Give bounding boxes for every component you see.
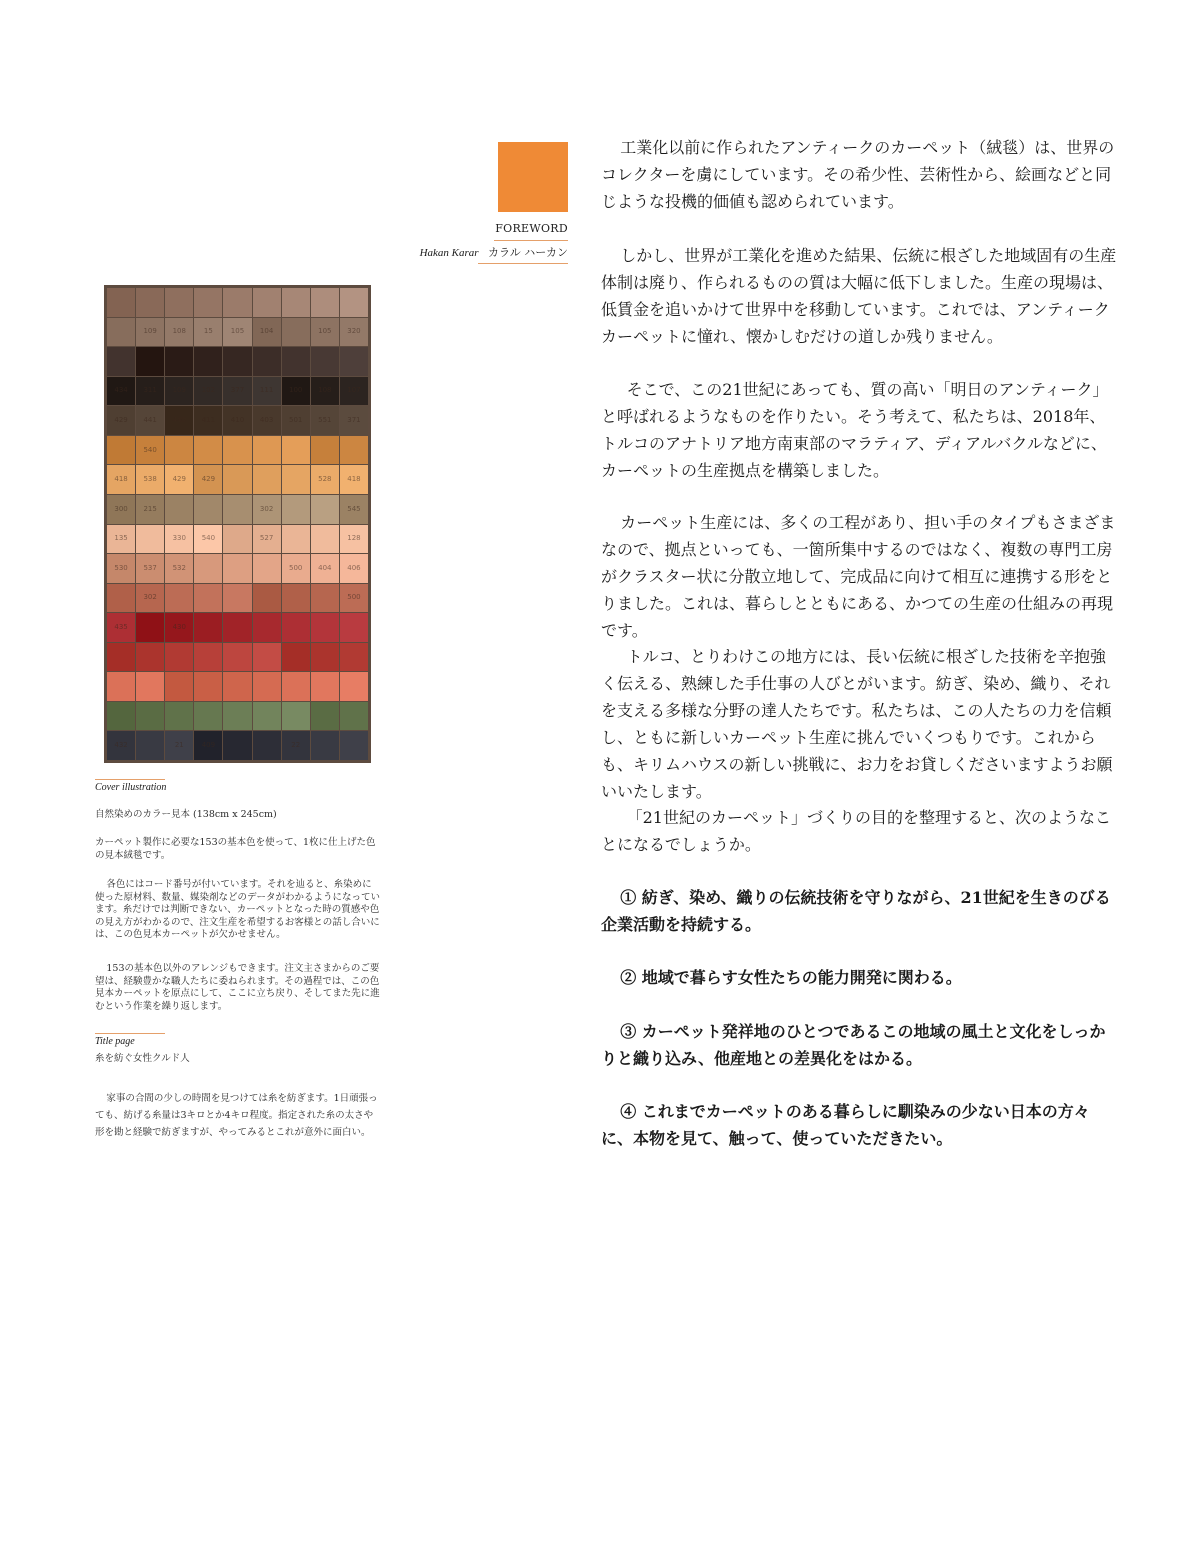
carpet-swatch: 429: [107, 406, 135, 435]
carpet-swatch: 537: [136, 554, 164, 583]
carpet-swatch: [253, 731, 281, 760]
carpet-swatch: 108: [165, 318, 193, 347]
carpet-swatch: 105: [311, 318, 339, 347]
carpet-swatch: [107, 643, 135, 672]
carpet-swatch: [223, 702, 251, 731]
carpet-swatch: [282, 643, 310, 672]
carpet-swatch: [311, 613, 339, 642]
carpet-swatch: [223, 465, 251, 494]
carpet-swatch: [340, 288, 368, 317]
carpet-swatch: [223, 436, 251, 465]
carpet-swatch: [311, 702, 339, 731]
carpet-swatch: 21: [165, 731, 193, 760]
carpet-swatch: [311, 731, 339, 760]
carpet-swatch: [107, 672, 135, 701]
carpet-swatch: 532: [165, 554, 193, 583]
color-sample-carpet-image: [104, 285, 371, 763]
carpet-swatch: [136, 731, 164, 760]
carpet-swatch: [165, 584, 193, 613]
carpet-swatch: 330: [165, 525, 193, 554]
carpet-swatch: 128: [340, 525, 368, 554]
cover-caption-subtitle: 自然染めのカラー見本 (138cm x 245cm): [95, 809, 277, 820]
carpet-swatch: 371: [340, 406, 368, 435]
carpet-swatch: [253, 584, 281, 613]
carpet-swatch: [253, 702, 281, 731]
carpet-swatch: 551: [311, 406, 339, 435]
author-byline: [420, 244, 568, 260]
carpet-swatch: [282, 525, 310, 554]
carpet-swatch: [194, 495, 222, 524]
carpet-swatch: [311, 643, 339, 672]
carpet-swatch: 500: [282, 554, 310, 583]
carpet-swatch: [194, 554, 222, 583]
carpet-swatch: [165, 495, 193, 524]
carpet-swatch: [311, 525, 339, 554]
carpet-swatch: 528: [311, 465, 339, 494]
carpet-swatch: 377: [223, 377, 251, 406]
carpet-swatch: [107, 318, 135, 347]
carpet-swatch: [136, 702, 164, 731]
author-name-en: Hakan Karar: [419, 247, 479, 259]
carpet-swatch: 108: [311, 377, 339, 406]
carpet-swatch: 100: [282, 377, 310, 406]
title-page-caption-paragraph: 家事の合間の少しの時間を見つけては糸を紡ぎます。1日頑張っても、紡げる糸量は3キロとか4キロ程度。指定された糸の太さや形を勘と経験で紡ぎますが、やってみるとこれが意外に面白い。: [95, 1093, 378, 1138]
carpet-swatch: 215: [136, 495, 164, 524]
carpet-swatch: 109: [136, 318, 164, 347]
carpet-swatch: [194, 643, 222, 672]
goal-item-2: ② 地域で暮らす女性たちの能力開発に関わる。: [620, 968, 962, 987]
carpet-swatch: [194, 672, 222, 701]
carpet-swatch: [165, 347, 193, 376]
carpet-swatch: 540: [194, 525, 222, 554]
carpet-swatch: [282, 672, 310, 701]
carpet-swatch: [136, 525, 164, 554]
carpet-swatch: 135: [107, 525, 135, 554]
carpet-swatch: [107, 436, 135, 465]
carpet-swatch: [223, 495, 251, 524]
body-paragraph-3: そこで、この21世紀にあっても、質の高い「明日のアンティーク」と呼ばれるようなものを作りたい。そう考えて、私たちは、2018年、トルコのアナトリア地方南東部のマラティア、ディアルバクルなどに、カーペットの生産拠点を構築しました。: [601, 380, 1109, 480]
carpet-swatch: [165, 643, 193, 672]
title-page-caption-rule: [95, 1033, 165, 1034]
carpet-swatch: 429: [165, 465, 193, 494]
carpet-swatch: 435: [107, 613, 135, 642]
section-rule: [494, 240, 568, 241]
carpet-swatch: 302: [136, 584, 164, 613]
body-paragraph-1: 工業化以前に作られたアンティークのカーペット（絨毯）は、世界のコレクターを虜にしています。その希少性、芸術性から、絵画などと同じような投機的価値も認められています。: [601, 138, 1115, 211]
carpet-swatch: 527: [253, 525, 281, 554]
carpet-swatch: [253, 643, 281, 672]
carpet-swatch: [253, 613, 281, 642]
carpet-swatch: 501: [282, 406, 310, 435]
carpet-swatch: [282, 702, 310, 731]
carpet-swatch: [311, 495, 339, 524]
carpet-swatch: [136, 672, 164, 701]
carpet-swatch: 311: [136, 377, 164, 406]
carpet-swatch: 107: [340, 377, 368, 406]
carpet-swatch: [340, 613, 368, 642]
carpet-swatch: [165, 288, 193, 317]
carpet-swatch: [194, 347, 222, 376]
carpet-swatch: [223, 554, 251, 583]
carpet-swatch: 418: [340, 465, 368, 494]
body-paragraph-5: トルコ、とりわけこの地方には、長い伝統に根ざした技術を辛抱強く伝える、熟練した手仕事の人びとがいます。紡ぎ、染め、織り、それを支える多様な分野の達人たちです。私たちは、この人たちの力を信頼し、ともに新しいカーペット生産に挑んでいくつもりです。これからも、キリムハウスの新しい挑戦に、お力をお貸しくださいますようお願いいたします。: [601, 647, 1113, 801]
carpet-swatch: [282, 436, 310, 465]
goal-item-1: ① 紡ぎ、染め、織りの伝統技術を守りながら、21世紀を生きのびる企業活動を持続する。: [601, 888, 1111, 934]
carpet-swatch: 104: [253, 318, 281, 347]
carpet-swatch: [253, 288, 281, 317]
carpet-swatch: [107, 702, 135, 731]
carpet-swatch: [136, 347, 164, 376]
carpet-swatch: [223, 347, 251, 376]
carpet-swatch: 22: [282, 731, 310, 760]
cover-caption-paragraph-2: 各色にはコード番号が付いています。それを辿ると、糸染めに使った原材料、数量、媒染剤などのデータがわかるようになっています。糸だけでは判断できない、カーペットとなった時の質感や色の見え方がわかるので、注文生産を希望するお客様との話し合いには、この色見本カーペットが欠かせません。: [95, 879, 381, 940]
carpet-swatch: [340, 731, 368, 760]
carpet-swatch: [223, 672, 251, 701]
body-paragraph-4: カーペット生産には、多くの工程があり、担い手のタイプもさまざまなので、拠点といっても、一箇所集中するのではなく、複数の専門工房がクラスター状に分散立地して、完成品に向けて相互に連携する形をとりました。これは、暮らしとともにある、かつての生産の仕組みの再現です。: [601, 513, 1116, 640]
carpet-swatch: [282, 347, 310, 376]
carpet-swatch: [340, 672, 368, 701]
carpet-swatch: [136, 613, 164, 642]
body-paragraph-2: しかし、世界が工業化を進めた結果、伝統に根ざした地域固有の生産体制は廃り、作られるものの質は大幅に低下しました。生産の現場は、低賃金を追いかけて世界中を移動しています。これでは、アンティークカーペットに憧れ、懐かしむだけの道しか残りません。: [601, 246, 1117, 346]
carpet-swatch: 302: [253, 495, 281, 524]
carpet-swatch: [223, 525, 251, 554]
carpet-swatch: [136, 643, 164, 672]
accent-square: [498, 142, 568, 212]
author-name-ja: カラル ハーカン: [488, 246, 568, 259]
carpet-swatch: 403: [253, 406, 281, 435]
section-label: FOREWORD: [495, 222, 568, 235]
carpet-swatch: [194, 702, 222, 731]
carpet-swatch: [311, 672, 339, 701]
goal-item-4: ④ これまでカーペットのある暮らしに馴染みの少ない日本の方々に、本物を見て、触って、使っていただきたい。: [601, 1102, 1090, 1148]
cover-caption-title: Cover illustration: [95, 782, 167, 793]
carpet-swatch: 434: [107, 377, 135, 406]
carpet-swatch: [165, 702, 193, 731]
carpet-swatch: [107, 288, 135, 317]
carpet-swatch: [165, 672, 193, 701]
carpet-swatch: 109: [165, 377, 193, 406]
carpet-swatch: [282, 613, 310, 642]
carpet-swatch: 320: [340, 318, 368, 347]
carpet-swatch: 538: [136, 465, 164, 494]
carpet-swatch: 15: [194, 318, 222, 347]
carpet-swatch: [253, 465, 281, 494]
carpet-swatch: [223, 584, 251, 613]
carpet-swatch: [311, 436, 339, 465]
cover-caption-paragraph-3: 153の基本色以外のアレンジもできます。注文主さまからのご要望は、経験豊かな職人たちに委ねられます。その過程では、この色見本カーペットを原点にして、ここに立ち戻り、そしてまた先に進むという作業を繰り返します。: [95, 963, 380, 1012]
carpet-swatch: 105: [223, 318, 251, 347]
carpet-swatch: [311, 584, 339, 613]
carpet-swatch: [253, 347, 281, 376]
carpet-swatch: 430: [165, 613, 193, 642]
cover-caption-rule: [95, 779, 165, 780]
carpet-swatch: [340, 643, 368, 672]
carpet-swatch: [282, 288, 310, 317]
carpet-swatch: 409: [194, 731, 222, 760]
carpet-swatch: [223, 643, 251, 672]
body-paragraph-6: 「21世紀のカーペット」づくりの目的を整理すると、次のようなことになるでしょうか。: [601, 808, 1111, 854]
carpet-grid: [107, 288, 368, 760]
carpet-swatch: [194, 436, 222, 465]
goal-item-3: ③ カーペット発祥地のひとつであるこの地域の風土と文化をしっかりと織り込み、他産地との差異化をはかる。: [601, 1022, 1106, 1068]
title-page-caption-title: Title page: [95, 1036, 135, 1047]
carpet-swatch: [223, 288, 251, 317]
carpet-swatch: 406: [340, 554, 368, 583]
carpet-swatch: [194, 613, 222, 642]
carpet-swatch: 500: [340, 584, 368, 613]
carpet-swatch: 411: [194, 406, 222, 435]
carpet-swatch: [253, 554, 281, 583]
title-page-caption-subtitle: 糸を紡ぐ女性クルド人: [95, 1053, 190, 1064]
carpet-swatch: [282, 495, 310, 524]
carpet-swatch: [223, 731, 251, 760]
carpet-swatch: [311, 288, 339, 317]
carpet-swatch: 410: [223, 406, 251, 435]
carpet-swatch: 432: [107, 731, 135, 760]
carpet-swatch: [253, 672, 281, 701]
carpet-swatch: 530: [107, 554, 135, 583]
carpet-swatch: 540: [136, 436, 164, 465]
carpet-swatch: [194, 584, 222, 613]
carpet-swatch: 429: [194, 465, 222, 494]
carpet-swatch: [340, 347, 368, 376]
author-rule: [478, 263, 568, 264]
carpet-swatch: [165, 436, 193, 465]
carpet-swatch: [282, 465, 310, 494]
carpet-swatch: [107, 584, 135, 613]
carpet-swatch: [340, 702, 368, 731]
carpet-swatch: [253, 436, 281, 465]
carpet-swatch: 418: [107, 465, 135, 494]
carpet-swatch: 300: [107, 495, 135, 524]
carpet-swatch: 102: [194, 377, 222, 406]
carpet-swatch: [194, 288, 222, 317]
carpet-swatch: 404: [311, 554, 339, 583]
carpet-swatch: [107, 347, 135, 376]
carpet-swatch: [223, 613, 251, 642]
carpet-swatch: 440: [165, 406, 193, 435]
carpet-swatch: 441: [136, 406, 164, 435]
carpet-swatch: [282, 318, 310, 347]
carpet-swatch: [136, 288, 164, 317]
carpet-swatch: [340, 436, 368, 465]
carpet-swatch: 111: [253, 377, 281, 406]
carpet-swatch: [311, 347, 339, 376]
cover-caption-paragraph-1: カーペット製作に必要な153の基本色を使って、1枚に仕上げた色の見本絨毯です。: [95, 837, 376, 861]
carpet-swatch: 545: [340, 495, 368, 524]
carpet-swatch: [282, 584, 310, 613]
